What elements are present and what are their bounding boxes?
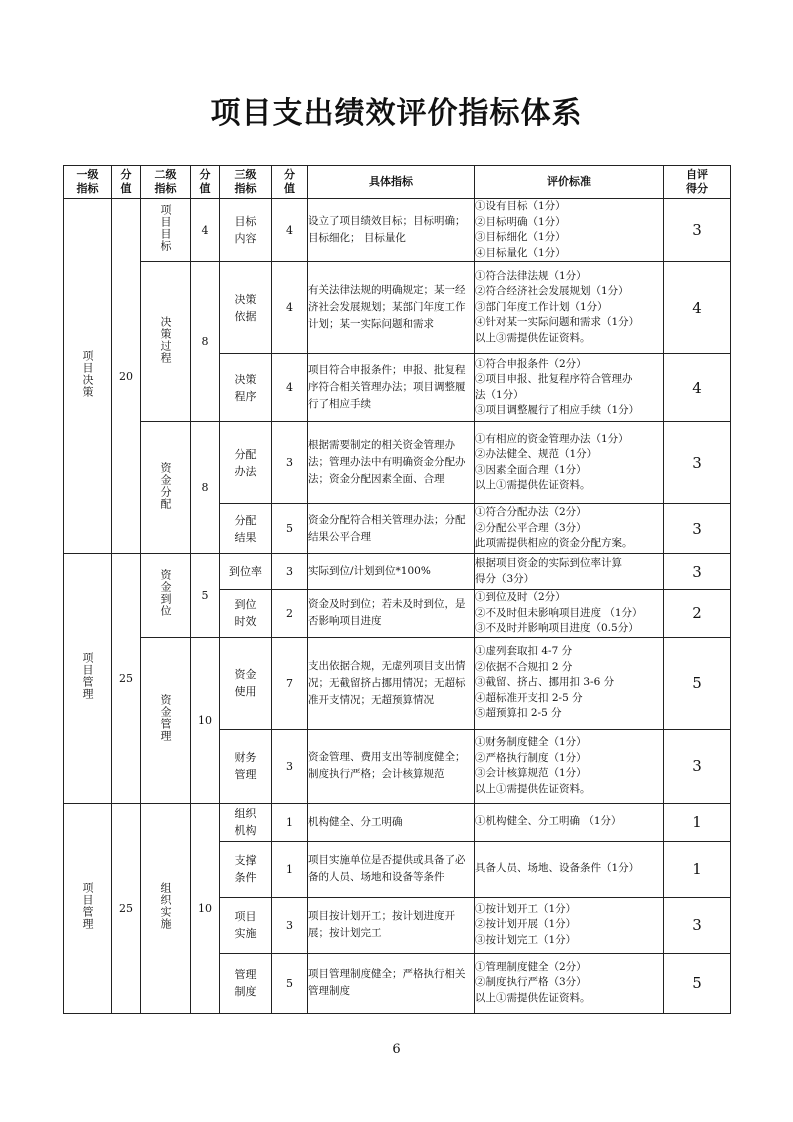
specific-indicator [308,729,475,803]
level1-score-value: 25 [119,901,133,915]
header-level3-indicator: 三级 指标 [220,166,272,199]
criteria-line: ①符合法律法规（1分） [475,269,587,282]
criteria-line: ②目标明确（1分） [475,215,566,228]
level3-score-value: 2 [286,606,293,620]
header-level1-score: 分 值 [112,166,141,199]
criteria-line: ③部门年度工作计划（1分） [475,300,608,313]
criteria-line: ①财务制度健全（1分） [475,736,587,748]
level2-indicator [141,199,191,262]
header-self-score: 自评 得分 [664,166,731,199]
criteria-line: ②分配公平合理（3分） [475,521,587,534]
evaluation-criteria [475,729,664,803]
self-score-value: 3 [692,562,702,581]
level3-score [272,637,308,729]
criteria-line: ②符合经济社会发展规划（1分） [475,285,629,298]
level1-indicator-text: 项目管理 [81,652,94,701]
page-title: 项目支出绩效评价指标体系 [210,96,583,131]
criteria-line: 法（1分） [475,388,524,401]
header-level1-indicator: 一级 指标 [64,166,112,199]
criteria-line: ①符合申报条件（2分） [475,357,587,370]
level2-indicator-text: 项目目标 [159,204,172,252]
level3-indicator [220,262,272,354]
criteria-line: ①有相应的资金管理办法（1分） [475,432,629,445]
criteria-line: ②制度执行严格（3分） [475,976,587,989]
level3-indicator [220,504,272,554]
self-score-value: 5 [692,674,702,692]
self-score [664,637,731,729]
criteria-line: ③项目调整履行了相应手续（1分） [475,404,640,416]
table-row [64,422,731,504]
header-evaluation-criteria: 评价标准 [475,166,664,199]
level3-score-value: 1 [286,815,293,829]
criteria-line: 以上①需提供佐证资料。 [475,782,591,795]
criteria-line: 以上①需提供佐证资料。 [475,991,591,1004]
specific-indicator [308,897,475,953]
level3-score [272,354,308,422]
specific-indicator-text: 设立了项目绩效目标；目标明确； 目标细化； 目标量化 [308,215,466,244]
level1-indicator [64,803,112,1013]
level2-indicator [141,422,191,554]
level2-indicator-text: 资金分配 [159,461,172,510]
level3-score-value: 1 [286,862,293,876]
criteria-line: ①管理制度健全（2分） [475,960,587,973]
level3-indicator-text: 组织 机构 [234,807,257,837]
level2-score-value: 8 [201,481,209,494]
specific-indicator-text: 根据需要制定的相关资金管理办法；管理办法中有明确资金分配办法；资金分配因素全面、合理 [308,439,466,485]
level2-indicator [141,554,191,638]
level2-score [191,637,220,803]
criteria-line: ③截留、挤占、挪用扣 3-6 分 [475,676,615,689]
self-score [664,803,731,841]
specific-indicator [308,637,475,729]
header-level2-indicator: 二级 指标 [141,166,191,199]
level2-score-value: 10 [198,713,212,727]
specific-indicator [308,262,475,354]
evaluation-criteria [475,637,664,729]
level2-score [191,803,220,1013]
level2-score-value: 4 [201,223,209,237]
criteria-line: 得分（3分） [475,572,535,585]
criteria-line: ③不及时并影响项目进度（0.5分） [475,622,639,634]
evaluation-criteria [475,841,664,897]
specific-indicator [308,422,475,504]
criteria-line: ③因素全面合理（1分） [475,463,587,476]
level1-indicator [64,199,112,554]
evaluation-criteria [475,590,664,638]
self-score [664,354,731,422]
self-score-value: 3 [692,519,702,538]
level3-score-value: 4 [286,301,293,314]
self-score-value: 2 [692,604,702,623]
specific-indicator-text: 支出依据合规，无虚列项目支出情况；无截留挤占挪用情况；无超标准开支情况；无超预算情况 [308,659,466,706]
level3-score [272,262,308,354]
level3-indicator [220,897,272,953]
level3-indicator-text: 管理 制度 [234,968,257,998]
specific-indicator-text: 项目管理制度健全；严格执行相关管理制度 [308,968,466,997]
criteria-line: ⑤超预算扣 2-5 分 [475,707,562,720]
level3-indicator [220,729,272,803]
level3-indicator-text: 支撑 条件 [234,854,257,884]
level3-score [272,897,308,953]
level3-score-value: 3 [286,918,293,932]
specific-indicator-text: 资金及时到位；若未及时到位，是否影响项目进度 [308,598,466,628]
level3-indicator [220,199,272,262]
level3-indicator-text: 分配 结果 [234,513,257,544]
evaluation-criteria [475,554,664,590]
self-score-value: 4 [692,378,702,397]
evaluation-criteria [475,897,664,953]
self-score [664,422,731,504]
evaluation-criteria [475,422,664,504]
criteria-line: 根据项目资金的实际到位率计算 [475,557,622,569]
self-score [664,841,731,897]
level3-indicator-text: 目标 内容 [234,215,257,245]
level1-score [112,199,141,554]
criteria-line: ②严格执行制度（1分） [475,751,587,764]
self-score [664,729,731,803]
level3-indicator-text: 决策 程序 [234,372,257,403]
level3-indicator [220,803,272,841]
level3-score [272,803,308,841]
level1-indicator-text: 项目决策 [81,350,94,398]
specific-indicator [308,841,475,897]
self-score-value: 3 [692,453,702,472]
specific-indicator-text: 项目符合申报条件；申报、批复程序符合相关管理办法；项目调整履行了相应手续 [308,364,466,410]
level2-indicator-text: 资金到位 [159,569,172,618]
level1-indicator-text: 项目管理 [81,882,94,930]
specific-indicator [308,199,475,262]
specific-indicator [308,554,475,590]
level3-score-value: 7 [286,676,293,690]
level3-score [272,554,308,590]
table-row [64,199,731,262]
specific-indicator [308,504,475,554]
level3-score-value: 4 [286,223,293,237]
level2-score [191,554,220,638]
table-header-row [64,166,731,199]
specific-indicator-text: 有关法律法规的明确规定；某一经济社会发展规划；某部门年度工作计划；某一实际问题和需求 [308,284,466,330]
evaluation-criteria [475,354,664,422]
criteria-line: 以上①需提供佐证资料。 [475,479,591,491]
evaluation-criteria [475,504,664,554]
level3-score-value: 3 [286,456,293,469]
header-level2-score: 分 值 [191,166,220,199]
level3-indicator [220,637,272,729]
criteria-line: ②办法健全、规范（1分） [475,448,598,460]
level1-score-value: 25 [119,671,133,685]
criteria-line: ①虚列套取扣 4-7 分 [475,645,573,658]
criteria-line: ①机构健全、分工明确 （1分） [475,815,622,828]
self-score [664,504,731,554]
level3-indicator [220,841,272,897]
level2-score-value: 8 [201,335,209,348]
table-row [64,262,731,354]
page-number: 6 [392,1042,401,1057]
level3-score-value: 5 [286,976,293,990]
level2-indicator-text: 组织实施 [159,882,172,930]
criteria-line: ①按计划开工（1分） [475,902,577,915]
criteria-line: ④超标准开支扣 2-5 分 [475,691,583,704]
header-level3-score: 分 值 [272,166,308,199]
criteria-line: ①到位及时（2分） [475,591,566,603]
level2-indicator [141,262,191,422]
level3-score [272,199,308,262]
level3-score [272,504,308,554]
level1-indicator [64,554,112,804]
criteria-line: 具备人员、场地、设备条件（1分） [475,862,640,875]
level3-score [272,841,308,897]
criteria-line: ②不及时但未影响项目进度 （1分） [475,606,643,619]
specific-indicator-text: 项目实施单位是否提供或具备了必备的人员、场地和设备等条件 [308,854,466,883]
level2-score-value: 5 [201,588,209,602]
self-score [664,897,731,953]
level3-indicator [220,354,272,422]
indicator-table [63,165,731,1014]
criteria-line: ②依据不合规扣 2 分 [475,660,573,673]
table-row [64,554,731,590]
self-score-value: 3 [692,916,702,934]
self-score [664,953,731,1013]
specific-indicator-text: 实际到位/计划到位*100% [308,565,431,577]
specific-indicator-text: 机构健全、分工明确 [308,815,403,828]
criteria-line: ④目标量化（1分） [475,246,566,259]
level2-score [191,422,220,554]
criteria-line: ④针对某一实际问题和需求（1分） [475,316,640,329]
criteria-line: ①符合分配办法（2分） [475,506,587,519]
level1-score-value: 20 [119,369,133,383]
level1-score [112,554,141,804]
level3-score-value: 4 [286,381,293,394]
table-row [64,637,731,729]
level3-indicator-text: 到位 时效 [234,598,257,629]
level2-score [191,262,220,422]
specific-indicator [308,590,475,638]
level3-score [272,729,308,803]
evaluation-criteria [475,953,664,1013]
criteria-line: ③按计划完工（1分） [475,933,577,946]
level3-indicator-text: 项目 实施 [234,910,257,940]
criteria-line: ③目标细化（1分） [475,231,566,243]
specific-indicator [308,354,475,422]
evaluation-criteria [475,803,664,841]
level3-indicator [220,422,272,504]
level3-score-value: 3 [286,759,293,773]
level1-score [112,803,141,1013]
level3-score [272,422,308,504]
self-score-value: 3 [692,757,702,775]
self-score [664,199,731,262]
self-score-value: 1 [692,813,702,831]
level3-indicator-text: 资金 使用 [234,668,257,698]
specific-indicator-text: 资金分配符合相关管理办法；分配结果公平合理 [308,513,466,543]
level3-indicator [220,554,272,590]
level3-score [272,953,308,1013]
self-score-value: 5 [692,974,702,992]
specific-indicator-text: 项目按计划开工；按计划进度开展；按计划完工 [308,910,455,939]
level3-indicator-text: 到位率 [229,565,262,578]
level2-score [191,199,220,262]
level3-score [272,590,308,638]
level2-indicator-text: 决策过程 [159,315,172,364]
table-row [64,803,731,841]
level3-indicator-text: 分配 办法 [234,447,257,478]
level2-indicator-text: 资金管理 [159,694,172,742]
level3-score-value: 3 [286,565,293,578]
evaluation-criteria [475,199,664,262]
level2-indicator [141,637,191,803]
self-score [664,262,731,354]
specific-indicator [308,803,475,841]
self-score [664,590,731,638]
specific-indicator-text: 资金管理、费用支出等制度健全；制度执行严格；会计核算规范 [308,751,466,780]
criteria-line: ①设有目标（1分） [475,200,566,212]
self-score-value: 3 [692,221,702,239]
criteria-line: ②项目申报、批复程序符合管理办 [475,373,633,385]
criteria-line: 此项需提供相应的资金分配方案。 [475,537,633,550]
level3-indicator [220,953,272,1013]
level3-score-value: 5 [286,522,293,535]
level3-indicator [220,590,272,638]
level2-score-value: 10 [198,901,212,915]
header-specific-indicator: 具体指标 [308,166,475,199]
self-score-value: 4 [692,298,702,317]
criteria-line: 以上③需提供佐证资料。 [475,331,591,344]
criteria-line: ③会计核算规范（1分） [475,767,587,779]
criteria-line: ②按计划开展（1分） [475,918,577,931]
self-score [664,554,731,590]
specific-indicator [308,953,475,1013]
self-score-value: 1 [692,860,702,878]
level3-indicator-text: 财务 管理 [234,751,257,781]
level2-indicator [141,803,191,1013]
evaluation-criteria [475,262,664,354]
level3-indicator-text: 决策 依据 [234,292,257,323]
